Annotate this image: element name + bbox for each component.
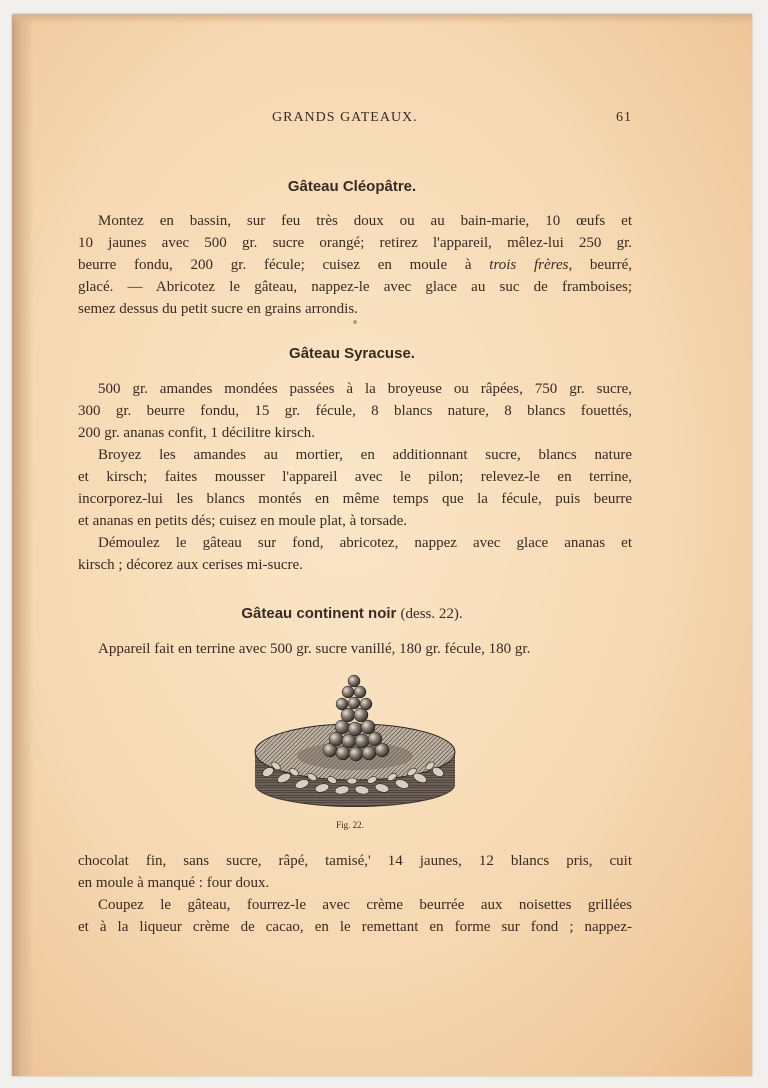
text-line: glacé. — Abricotez le gâteau, nappez-le avec glace au suc de framboises;	[78, 279, 632, 295]
paragraph-continent-ingredients	[78, 850, 632, 894]
text-line: semez dessus du petit sucre en grains arrondis.	[78, 301, 358, 317]
text-line: et à la liqueur crème de cacao, en le remettant en forme sur fond ; nappez-	[78, 919, 632, 935]
text-line: et ananas en petits dés; cuisez en moule plat, à torsade.	[78, 513, 408, 529]
cake-engraving-icon	[250, 660, 460, 820]
heading-cleopatre: Gâteau Cléopâtre.	[287, 178, 417, 195]
running-header	[12, 110, 752, 130]
text-line: 500 gr. amandes mondées passées à la broyeuse ou râpées, 750 gr. sucre,	[98, 381, 632, 397]
text-line: et kirsch; faites mousser l'appareil avec le pilon; relevez-le en terrine,	[78, 469, 632, 485]
text-segment: beurre fondu, 200 gr. fécule; cuisez en moule à	[78, 257, 472, 273]
text-line: Démoulez le gâteau sur fond, abricotez, nappez avec glace ananas et	[98, 535, 632, 551]
heading-text: Gâteau continent noir	[241, 605, 397, 622]
text-line: kirsch ; décorez aux cerises mi-sucre.	[78, 557, 303, 573]
text-line	[78, 254, 632, 276]
text-line: en moule à manqué : four doux.	[78, 875, 270, 891]
paragraph-syracuse-finish	[78, 532, 632, 576]
text-segment: , beurré,	[568, 257, 632, 273]
paragraph-syracuse-method	[78, 444, 632, 532]
text-line: Appareil fait en terrine avec 500 gr. sucre vanillé, 180 gr. fécule, 180 gr.	[98, 641, 531, 657]
text-line: 10 jaunes avec 500 gr. sucre orangé; retirez l'appareil, mêlez-lui 250 gr.	[78, 235, 632, 251]
paragraph-cleopatre	[78, 210, 632, 320]
paragraph-continent-method	[78, 894, 632, 938]
italic-term: trois frères	[489, 257, 569, 273]
page-number: 61	[616, 110, 632, 125]
paragraph-continent-intro	[78, 638, 632, 660]
text-line: incorporez-lui les blancs montés en même temps que la fécule, puis beurre	[78, 491, 632, 507]
book-page	[12, 14, 752, 1076]
heading-continent-noir	[12, 605, 692, 623]
text-line: 300 gr. beurre fondu, 15 gr. fécule, 8 blancs nature, 8 blancs fouettés,	[78, 403, 632, 419]
heading-syracuse: Gâteau Syracuse.	[289, 345, 415, 362]
ink-speck	[353, 320, 357, 324]
figure-caption: Fig. 22.	[336, 820, 364, 830]
text-line: 200 gr. ananas confit, 1 décilitre kirsch.	[78, 425, 316, 441]
text-line: Coupez le gâteau, fourrez-le avec crème beurrée aux noisettes grillées	[98, 897, 632, 913]
paragraph-syracuse-ingredients	[78, 378, 632, 444]
text-line: Broyez les amandes au mortier, en additionnant sucre, blancs nature	[98, 447, 632, 463]
text-line: Montez en bassin, sur feu très doux ou au bain-marie, 10 œufs et	[98, 213, 632, 229]
text-line: chocolat fin, sans sucre, râpé, tamisé,' 14 jaunes, 12 blancs pris, cuit	[78, 853, 632, 869]
heading-note: (dess. 22).	[400, 606, 463, 622]
running-title: GRANDS GATEAUX.	[272, 110, 418, 125]
